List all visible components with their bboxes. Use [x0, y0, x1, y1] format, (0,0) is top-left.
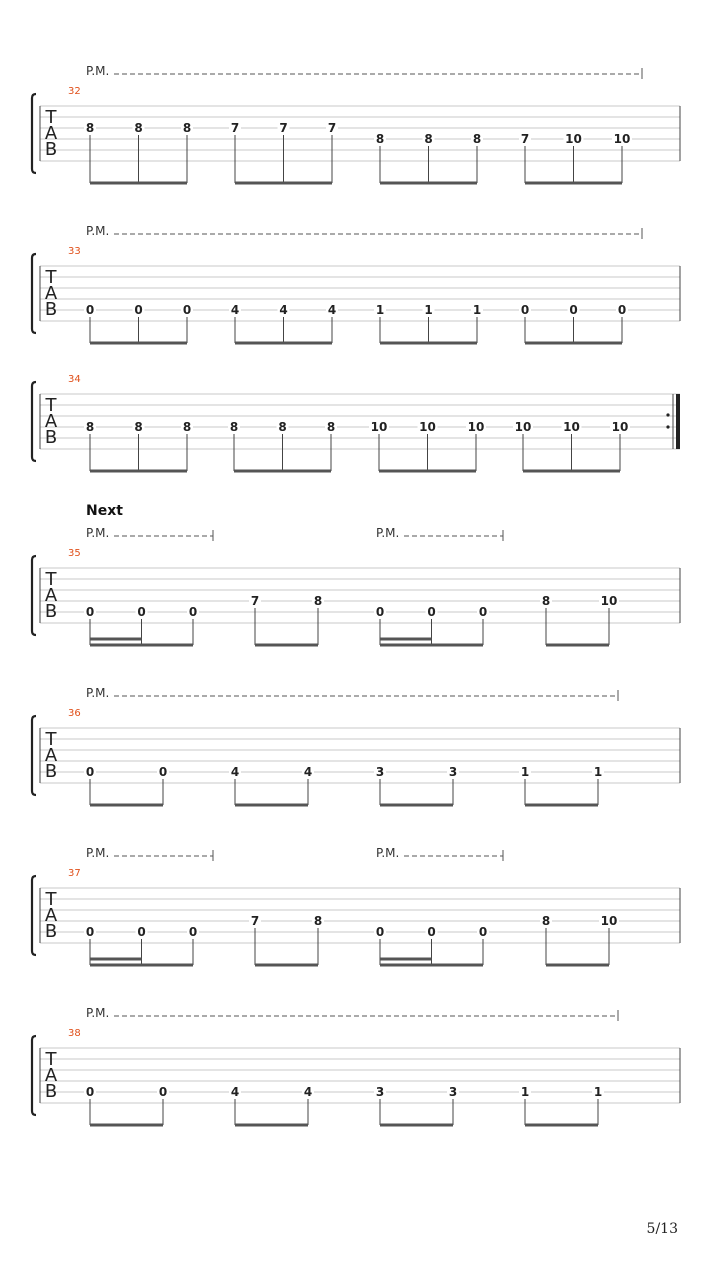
bar-number: 37 — [68, 868, 81, 879]
tab-system-38 — [32, 1006, 680, 1127]
beam — [525, 182, 622, 185]
fret-number: 0 — [427, 925, 436, 939]
secondary-beam — [90, 638, 142, 641]
fret-number: 0 — [520, 303, 530, 317]
fret-number: 1 — [593, 1085, 603, 1099]
fret-number: 10 — [467, 420, 485, 434]
tab-clef-letter: A — [44, 1065, 58, 1086]
tab-clef-letter: T — [45, 889, 57, 910]
fret-number: 7 — [279, 121, 288, 135]
fret-number: 8 — [313, 914, 323, 928]
tab-system-35 — [32, 503, 680, 647]
fret-number: 0 — [137, 925, 146, 939]
fret-number: 8 — [472, 132, 482, 146]
tab-system-33 — [32, 224, 680, 345]
palm-mute-label: P.M. — [376, 846, 400, 860]
repeat-dot — [666, 425, 669, 428]
fret-number: 10 — [611, 420, 629, 434]
fret-number: 10 — [565, 132, 582, 146]
beam — [90, 342, 187, 345]
fret-number: 10 — [370, 420, 388, 434]
fret-number: 3 — [375, 765, 385, 779]
fret-number: 8 — [375, 132, 385, 146]
fret-number: 0 — [478, 925, 488, 939]
tab-clef-letter: B — [44, 299, 58, 320]
fret-number: 0 — [85, 605, 95, 619]
fret-number: 0 — [188, 605, 198, 619]
fret-number: 0 — [375, 925, 385, 939]
tab-clef-letter: T — [45, 1049, 57, 1070]
tab-system-36 — [32, 686, 680, 807]
fret-number: 0 — [478, 605, 488, 619]
fret-number: 4 — [303, 1085, 313, 1099]
palm-mute-label: P.M. — [86, 1006, 110, 1020]
system-bracket — [32, 94, 36, 173]
fret-number: 10 — [514, 420, 532, 434]
beam — [380, 804, 453, 807]
tab-clef-letter: T — [45, 729, 57, 750]
section-title: Next — [86, 503, 123, 519]
beam — [235, 182, 332, 185]
fret-number: 0 — [134, 303, 143, 317]
beam — [90, 1124, 163, 1127]
fret-number: 0 — [182, 303, 192, 317]
tab-clef-letter: A — [44, 411, 58, 432]
palm-mute-label: P.M. — [86, 846, 110, 860]
beam — [90, 964, 193, 967]
bar-number: 38 — [68, 1028, 81, 1039]
system-bracket — [32, 876, 36, 955]
tab-system-34 — [32, 374, 680, 473]
tab-clef-letter: T — [45, 569, 57, 590]
beam — [255, 964, 318, 967]
tab-clef-letter: T — [45, 107, 57, 128]
fret-number: 10 — [563, 420, 580, 434]
beam — [234, 470, 331, 473]
tab-system-37 — [32, 846, 680, 967]
fret-number: 0 — [137, 605, 146, 619]
fret-number: 8 — [85, 420, 95, 434]
tab-clef-letter: B — [44, 921, 58, 942]
system-bracket — [32, 556, 36, 635]
fret-number: 0 — [427, 605, 436, 619]
beam — [523, 470, 620, 473]
beam — [525, 804, 598, 807]
bar-number: 32 — [68, 86, 81, 97]
tab-clef-letter: B — [44, 139, 58, 160]
secondary-beam — [90, 958, 142, 961]
system-bracket — [32, 716, 36, 795]
tab-clef-letter: T — [45, 395, 57, 416]
fret-number: 3 — [448, 1085, 458, 1099]
fret-number: 0 — [85, 765, 95, 779]
beam — [546, 644, 609, 647]
fret-number: 8 — [541, 914, 551, 928]
fret-number: 10 — [419, 420, 436, 434]
fret-number: 1 — [520, 1085, 530, 1099]
fret-number: 8 — [182, 121, 192, 135]
fret-number: 4 — [230, 303, 240, 317]
fret-number: 7 — [520, 132, 530, 146]
fret-number: 1 — [472, 303, 482, 317]
tab-clef-letter: A — [44, 905, 58, 926]
palm-mute-label: P.M. — [86, 224, 110, 238]
beam — [379, 470, 476, 473]
beam — [546, 964, 609, 967]
tab-clef-letter: B — [44, 427, 58, 448]
bar-number: 34 — [68, 374, 81, 385]
beam — [380, 644, 483, 647]
fret-number: 0 — [569, 303, 578, 317]
beam — [255, 644, 318, 647]
tab-clef-letter: B — [44, 601, 58, 622]
fret-number: 1 — [593, 765, 603, 779]
fret-number: 0 — [158, 1085, 168, 1099]
beam — [525, 1124, 598, 1127]
fret-number: 0 — [158, 765, 168, 779]
fret-number: 3 — [375, 1085, 385, 1099]
beam — [380, 964, 483, 967]
fret-number: 10 — [600, 594, 618, 608]
beam — [235, 342, 332, 345]
fret-number: 8 — [313, 594, 323, 608]
bar-number: 33 — [68, 246, 81, 257]
fret-number: 3 — [448, 765, 458, 779]
beam — [525, 342, 622, 345]
fret-number: 10 — [613, 132, 631, 146]
fret-number: 8 — [278, 420, 287, 434]
system-bracket — [32, 382, 36, 461]
fret-number: 1 — [520, 765, 530, 779]
tab-clef-letter: T — [45, 267, 57, 288]
fret-number: 8 — [85, 121, 95, 135]
fret-number: 4 — [230, 765, 240, 779]
tab-clef-letter: A — [44, 585, 58, 606]
fret-number: 8 — [424, 132, 433, 146]
page-number: 5/13 — [646, 1221, 678, 1237]
fret-number: 7 — [230, 121, 240, 135]
fret-number: 1 — [424, 303, 433, 317]
tab-clef-letter: A — [44, 745, 58, 766]
secondary-beam — [380, 958, 432, 961]
fret-number: 0 — [85, 303, 95, 317]
tab-clef-letter: B — [44, 761, 58, 782]
beam — [90, 470, 187, 473]
fret-number: 1 — [375, 303, 385, 317]
palm-mute-label: P.M. — [86, 526, 110, 540]
fret-number: 8 — [326, 420, 336, 434]
tab-clef-letter: A — [44, 283, 58, 304]
fret-number: 0 — [188, 925, 198, 939]
beam — [90, 644, 193, 647]
palm-mute-label: P.M. — [376, 526, 400, 540]
beam — [380, 1124, 453, 1127]
bar-number: 36 — [68, 708, 81, 719]
fret-number: 0 — [85, 925, 95, 939]
fret-number: 0 — [85, 1085, 95, 1099]
fret-number: 7 — [250, 594, 260, 608]
fret-number: 7 — [327, 121, 337, 135]
beam — [380, 342, 477, 345]
system-bracket — [32, 1036, 36, 1115]
tab-system-32 — [32, 64, 680, 185]
fret-number: 4 — [327, 303, 337, 317]
fret-number: 8 — [134, 121, 143, 135]
fret-number: 4 — [279, 303, 288, 317]
fret-number: 7 — [250, 914, 260, 928]
fret-number: 8 — [541, 594, 551, 608]
beam — [380, 182, 477, 185]
fret-number: 8 — [134, 420, 143, 434]
palm-mute-label: P.M. — [86, 64, 110, 78]
secondary-beam — [380, 638, 432, 641]
fret-number: 0 — [375, 605, 385, 619]
fret-number: 8 — [229, 420, 239, 434]
fret-number: 8 — [182, 420, 192, 434]
palm-mute-label: P.M. — [86, 686, 110, 700]
fret-number: 10 — [600, 914, 618, 928]
tab-clef-letter: B — [44, 1081, 58, 1102]
beam — [235, 1124, 308, 1127]
repeat-dot — [666, 413, 669, 416]
tab-clef-letter: A — [44, 123, 58, 144]
fret-number: 4 — [303, 765, 313, 779]
beam — [90, 804, 163, 807]
system-bracket — [32, 254, 36, 333]
bar-number: 35 — [68, 548, 81, 559]
beam — [90, 182, 187, 185]
fret-number: 4 — [230, 1085, 240, 1099]
fret-number: 0 — [617, 303, 627, 317]
beam — [235, 804, 308, 807]
